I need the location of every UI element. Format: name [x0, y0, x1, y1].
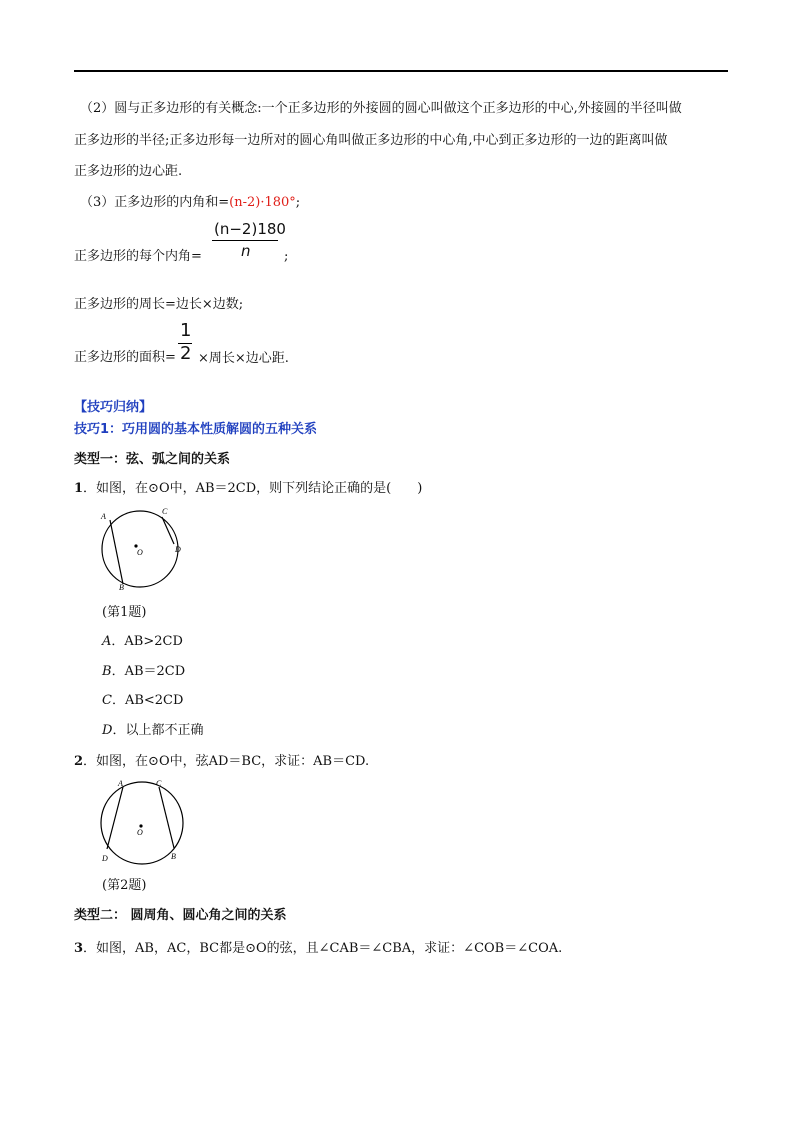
q2-label-o: O — [137, 828, 143, 837]
q2-label-c: C — [156, 779, 162, 788]
header-rule — [74, 70, 728, 72]
each-angle-label: 正多边形的每个内角= — [74, 249, 202, 264]
q2-chord-ad — [107, 787, 123, 849]
q1-label-d: D — [175, 545, 181, 554]
q1-label-b: B — [119, 583, 124, 592]
type1-title: 类型一：弦、弧之间的关系 — [74, 452, 231, 467]
q1-option-d[interactable] — [102, 722, 203, 740]
q1-number: 1 — [74, 481, 84, 496]
interior-sum-formula: (n-2)·180° — [229, 195, 296, 210]
q1-option-a-letter: A — [102, 634, 112, 649]
section2-line1: （2）圆与正多边形的有关概念:一个正多边形的外接圆的圆心叫做这个正多边形的中心,外接圆的半径叫做 — [80, 101, 682, 116]
q2-label-b: B — [171, 852, 176, 861]
q3-number: 3 — [74, 941, 84, 956]
q2-chord-cb — [159, 787, 174, 848]
section2-line2: 正多边形的半径;正多边形每一边所对的圆心角叫做正多边形的中心角,中心到正多边形的一边的距离叫做 — [74, 133, 668, 148]
q1-option-d-text: ．以上都不正确 — [112, 723, 204, 738]
area-label: 正多边形的面积= — [74, 350, 176, 365]
q1-label-c: C — [162, 507, 168, 516]
section3-suffix: ; — [295, 195, 301, 210]
each-angle-numerator: (n−2)180 — [214, 220, 286, 238]
question-3 — [74, 940, 562, 958]
q2-number: 2 — [74, 754, 84, 769]
section3-sum — [80, 194, 300, 212]
perimeter-line: 正多边形的周长=边长×边数; — [74, 297, 244, 312]
q2-label-d: D — [102, 854, 108, 863]
figure-q1 — [96, 500, 192, 596]
q1-text: ．如图，在⊙O中，AB＝2CD，则下列结论正确的是( ) — [83, 481, 423, 496]
q1-option-b-letter: B — [102, 664, 112, 679]
q1-option-c-letter: C — [102, 693, 112, 708]
skill-heading: 【技巧归纳】 — [74, 400, 153, 415]
q1-option-d-letter: D — [102, 723, 113, 738]
section3-prefix: （3）正多边形的内角和= — [80, 195, 230, 210]
q1-option-b-text: ．AB＝2CD — [111, 664, 186, 679]
question-1 — [74, 480, 422, 498]
figure-q2 — [94, 776, 190, 868]
section2-line3: 正多边形的边心距. — [74, 164, 183, 179]
q1-label-o: O — [137, 548, 143, 557]
q2-label-a: A — [118, 779, 123, 788]
skill1-title: 技巧1：巧用圆的基本性质解圆的五种关系 — [74, 422, 318, 437]
q2-caption: (第2题) — [102, 878, 147, 893]
q1-option-a[interactable] — [102, 633, 183, 651]
type2-title: 类型二： 圆周角、圆心角之间的关系 — [74, 908, 287, 923]
q1-label-a: A — [101, 512, 106, 521]
q1-caption: (第1题) — [102, 605, 147, 620]
each-angle-fraction-bar — [212, 240, 278, 241]
q1-option-b[interactable] — [102, 663, 185, 681]
each-angle-end: ; — [284, 249, 289, 264]
area-numerator: 1 — [180, 320, 192, 341]
q1-option-a-text: ．AB>2CD — [111, 634, 183, 649]
question-2 — [74, 753, 369, 771]
q3-text: ．如图，AB，AC，BC都是⊙O的弦，且∠CAB＝∠CBA，求证：∠COB＝∠COA. — [83, 941, 563, 956]
area-denominator: 2 — [180, 343, 192, 364]
each-angle-denominator: n — [241, 242, 251, 260]
area-rest: ×周长×边心距. — [198, 351, 289, 366]
q2-text: ．如图，在⊙O中，弦AD＝BC，求证：AB＝CD. — [83, 754, 370, 769]
q1-chord-cd — [162, 517, 174, 544]
q1-option-c[interactable] — [102, 692, 183, 710]
q1-option-c-text: ．AB<2CD — [111, 693, 184, 708]
